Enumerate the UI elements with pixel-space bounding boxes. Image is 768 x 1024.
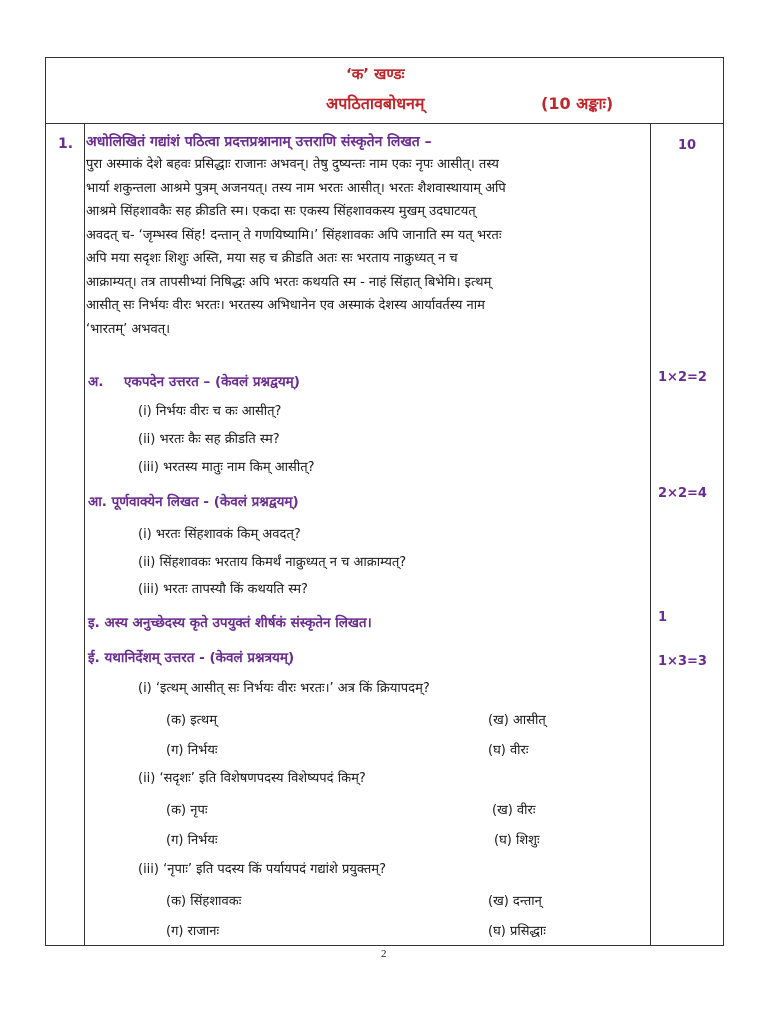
part-aa-item: (i) भरतः सिंहशावकं किम् अवदत्?: [138, 527, 301, 542]
passage: [86, 153, 646, 341]
passage-line: आसीत् सः निर्भयः वीरः भरतः। भरतस्य अभिधानेन एव अस्माकं देशस्य आर्यावर्तस्य नाम: [86, 298, 485, 313]
part-a-marks: 1×2=2: [658, 370, 707, 385]
passage-line: अपि मया सदृशः शिशुः अस्ति, मया सह च क्रीडति अतः सः भरताय नाक्रुध्यत् न च: [86, 251, 458, 266]
passage-line: आक्राम्यत्। तत्र तापसीभ्यां निषिद्धः अपि भरतः कथयति स्म - नाहं सिंहात् बिभेमि। इत्थम्: [86, 274, 492, 290]
passage-line: ‘भारतम्’ अभवत्।: [86, 321, 171, 337]
mcq-option: (घ) प्रसिद्धाः: [488, 924, 546, 939]
passage-line: पुरा अस्माकं देशे बहवः प्रसिद्धाः राजानः अभवन्। तेषु दुष्यन्तः नाम एकः नृपः आसीत्। तस्य: [86, 157, 499, 172]
part-a-heading: एकपदेन उत्तरत – (केवलं प्रश्नद्वयम्): [124, 374, 300, 390]
mcq-option: (ग) निर्भयः: [166, 833, 218, 848]
question-instruction: अधोलिखितं गद्यांशं पठित्वा प्रदत्तप्रश्नानाम् उत्तराणि संस्कृतेन लिखत –: [86, 134, 432, 150]
column-divider: [650, 124, 651, 945]
part-aa-item: (iii) भरतः तापस्यौ किं कथयति स्म?: [138, 582, 308, 597]
part-a-item: (iii) भरतस्य मातुः नाम किम् आसीत्?: [138, 460, 315, 475]
part-ii-heading: ई. यथानिर्देशम् उत्तरत - (केवलं प्रश्नत्रयम्): [88, 650, 295, 666]
mcq-option: (क) सिंहशावकः: [166, 894, 242, 909]
mcq-option: (घ) वीरः: [488, 743, 529, 758]
mcq-option: (ख) वीरः: [492, 803, 536, 818]
page-number: 2: [381, 948, 387, 960]
passage-line: भार्या शकुन्तला आश्रमे पुत्रम् अजनयत्। तस्य नाम भरतः आसीत्। भरतः शैशवास्थायाम् अपि: [86, 180, 506, 196]
column-divider: [84, 124, 85, 945]
mcq-option: (ग) राजानः: [166, 924, 220, 939]
mcq-question: (i) ‘इत्थम् आसीत् सः निर्भयः वीरः भरतः।’ अत्र किं क्रियापदम्?: [138, 681, 430, 696]
passage-line: आश्रमे सिंहशावकैः सह क्रीडति स्म। एकदा सः एकस्य सिंहशावकस्य मुखम् उदघाटयत्: [86, 204, 476, 219]
mcq-option: (ग) निर्भयः: [166, 743, 218, 758]
mcq-option: (ख) दन्तान्: [488, 894, 542, 909]
question-number: 1.: [58, 136, 74, 152]
part-ii-marks: 1×3=3: [658, 654, 707, 669]
question-content: [86, 132, 646, 341]
section-marks: (10 अङ्काः): [541, 94, 614, 113]
part-aa-heading: आ. पूर्णवाक्येन लिखत - (केवलं प्रश्नद्वयम्): [88, 494, 299, 510]
part-i-marks: 1: [658, 610, 668, 625]
section-header: [46, 58, 723, 124]
section-khand: ‘क’ खण्डः: [346, 65, 405, 83]
part-i-heading: इ. अस्य अनुच्छेदस्य कृते उपयुक्तं शीर्षकं संस्कृतेन लिखत।: [88, 615, 372, 631]
mcq-question: (iii) ‘नृपाः’ इति पदस्य किं पर्यायपदं गद्यांशे प्रयुक्तम्?: [138, 862, 386, 877]
part-a-letter: अ.: [88, 374, 104, 390]
mcq-option: (ख) आसीत्: [488, 713, 546, 728]
mcq-option: (घ) शिशुः: [494, 833, 540, 848]
total-marks: 10: [678, 138, 697, 153]
part-a-item: (ii) भरतः कैः सह क्रीडति स्म?: [138, 432, 280, 447]
part-aa-item: (ii) सिंहशावकः भरताय किमर्थं नाक्रुध्यत् न च आक्राम्यत्?: [138, 555, 407, 570]
mcq-question: (ii) ‘सदृशः’ इति विशेषणपदस्य विशेष्यपदं किम्?: [138, 771, 366, 786]
part-aa-marks: 2×2=4: [658, 486, 707, 501]
part-a-item: (i) निर्भयः वीरः च कः आसीत्?: [138, 404, 282, 419]
mcq-option: (क) नृपः: [166, 803, 208, 818]
passage-line: अवदत् च- ‘जृम्भस्व सिंह! दन्तान् ते गणयिष्यामि।’ सिंहशावकः अपि जानाति स्म यत् भरतः: [86, 227, 502, 243]
question-table: [45, 57, 724, 946]
mcq-option: (क) इत्थम्: [166, 713, 218, 728]
section-title: अपठितावबोधनम्: [326, 94, 425, 113]
